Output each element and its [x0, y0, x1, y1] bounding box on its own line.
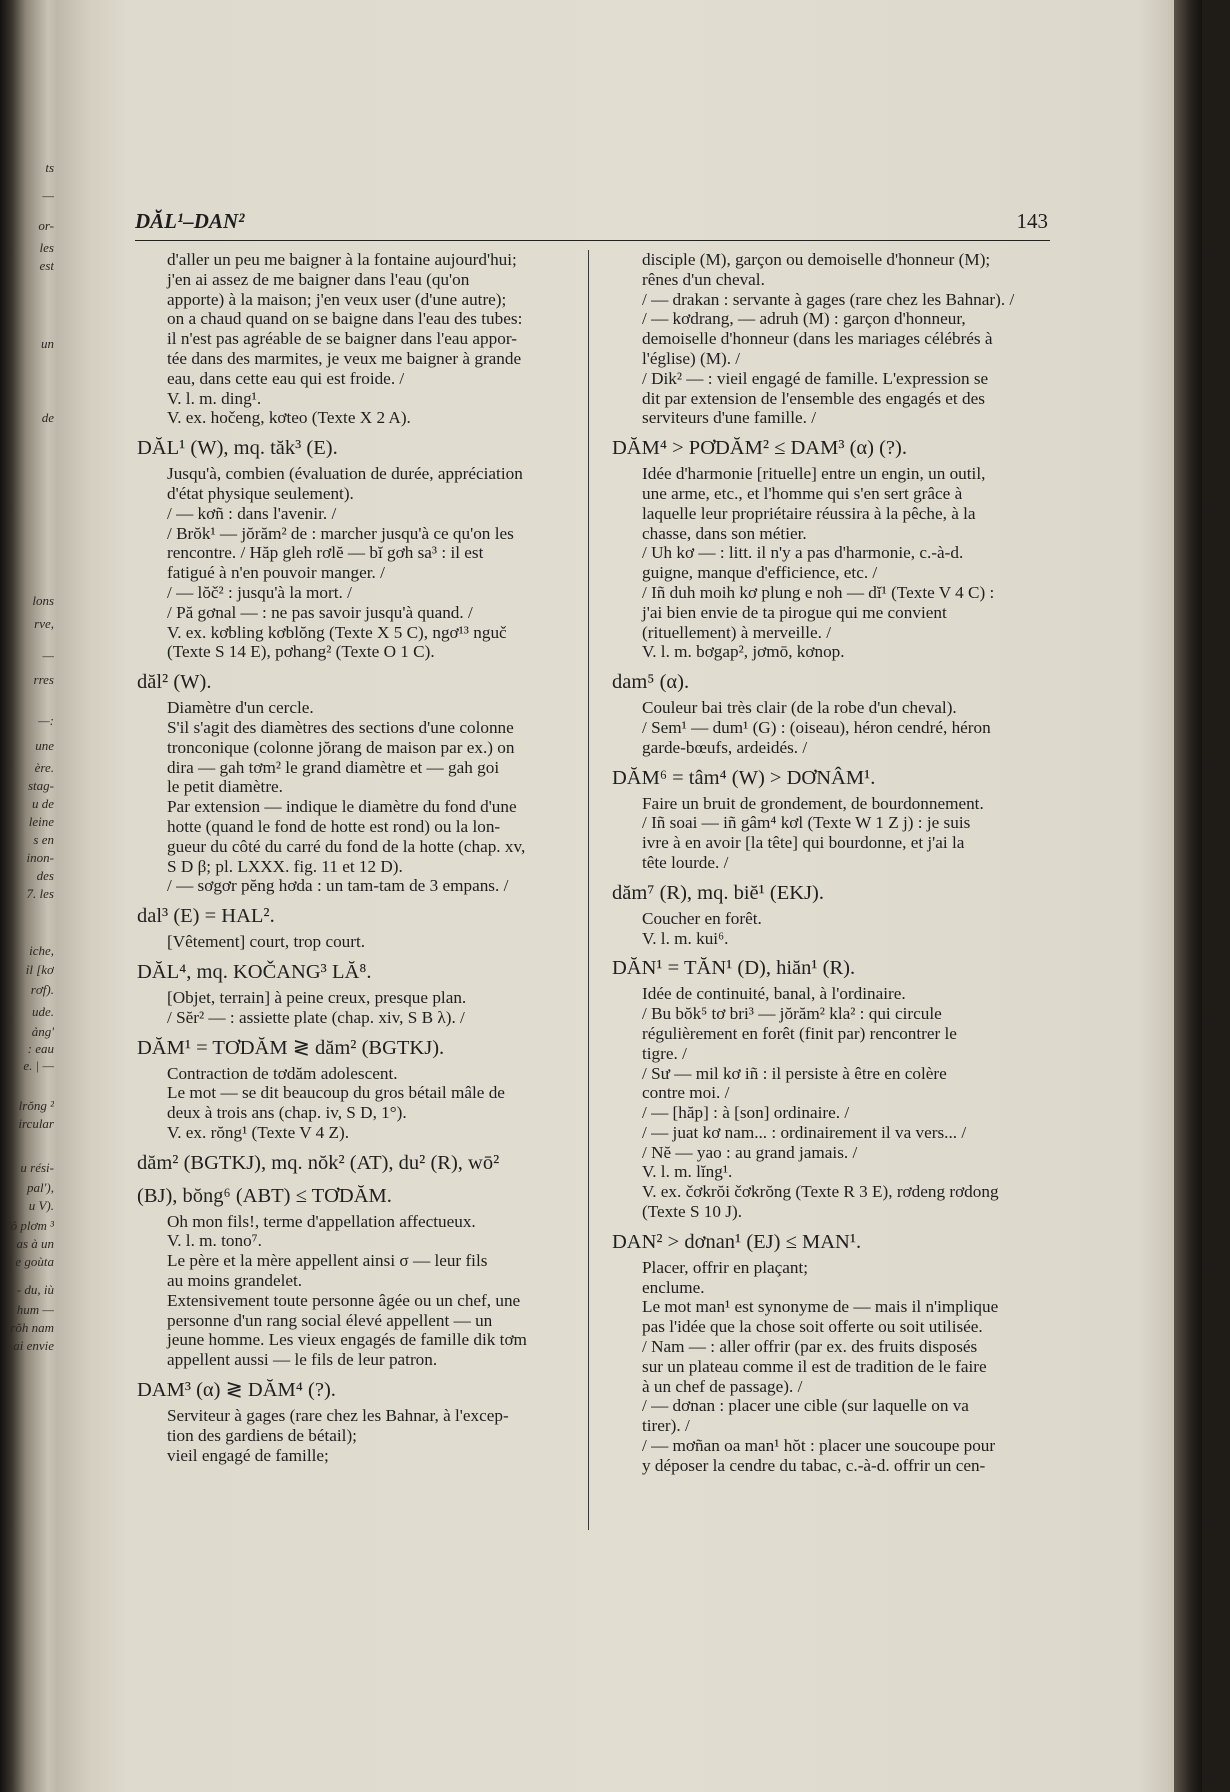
facing-page-fragment: u rési-: [20, 1160, 54, 1175]
text-line: V. l. m. ding¹.: [167, 388, 262, 408]
text-line: S'il s'agit des diamètres des sections d'une colonne: [167, 717, 514, 737]
text-line: Par extension — indique le diamètre du fond d'une: [167, 797, 517, 817]
text-line: (Texte S 14 E), pơhang² (Texte O 1 C).: [167, 642, 435, 662]
facing-page-fragment: lrŏng ²: [18, 1098, 54, 1113]
entry-headword: dal³ (E) = HAL².: [137, 905, 275, 928]
text-line: / Sĕr² — : assiette plate (chap. xiv, S B λ). /: [167, 1007, 465, 1027]
text-line: Diamètre d'un cercle.: [167, 698, 314, 718]
facing-page-fragment: ère.: [34, 760, 54, 775]
running-header: [135, 198, 1050, 241]
entry-headword: dăl² (W).: [137, 671, 212, 694]
text-line: / — sơgơr pĕng hơda : un tam-tam de 3 empans. /: [167, 876, 509, 896]
text-line: / — kơdrang, — adruh (M) : garçon d'honneur,: [642, 309, 966, 329]
text-line: contre moi. /: [642, 1083, 730, 1103]
text-line: Contraction de tơdăm adolescent.: [167, 1063, 398, 1083]
text-line: / Pă gơnal — : ne pas savoir jusqu'à quand. /: [167, 602, 473, 622]
facing-page-fragment: 'ô plơm ³: [7, 1218, 54, 1233]
text-line: (Texte S 10 J).: [642, 1202, 742, 1222]
text-line: / — lŏč² : jusqu'à la mort. /: [167, 582, 352, 602]
text-line: Le mot man¹ est synonyme de — mais il n'implique: [642, 1297, 999, 1317]
text-line: / — drakan : servante à gages (rare chez les Bahnar). /: [642, 289, 1015, 309]
text-line: ivre à en avoir [la tête] qui bourdonne, et j'ai la: [642, 833, 965, 853]
text-line: personne d'un rang social élevé appellent — un: [167, 1310, 493, 1330]
text-line: [Objet, terrain] à peine creux, presque plan.: [167, 987, 467, 1007]
text-line: l'église) (M). /: [642, 348, 741, 368]
text-line: Faire un bruit de grondement, de bourdonnement.: [642, 793, 984, 813]
text-line: vieil engagé de famille;: [167, 1445, 329, 1465]
text-line: Extensivement toute personne âgée ou un chef, une: [167, 1290, 521, 1310]
facing-page-fragment: 7. les: [26, 886, 54, 901]
facing-page-edge: [0, 0, 58, 1792]
entry-headword: dăm² (BGTKJ), mq. nŏk² (AT), du² (R), wō²: [137, 1151, 500, 1174]
text-line: deux à trois ans (chap. iv, S D, 1°).: [167, 1103, 407, 1123]
facing-page-fragment: des: [36, 868, 54, 883]
facing-page-fragment: as à un: [16, 1236, 54, 1251]
text-line: V. ex. kơbling kơblŏng (Texte X 5 C), ngơ¹³ nguč: [167, 622, 507, 642]
text-line: pas l'idée que la chose soit offerte ou soit utilisée.: [642, 1317, 983, 1337]
text-line: / Iñ duh moih kơ plung e noh — dĭ¹ (Texte V 4 C) :: [642, 582, 995, 602]
entry-headword: DAN² > dơnan¹ (EJ) ≤ MAN¹.: [612, 1230, 862, 1253]
text-line: (rituellement) à merveille. /: [642, 622, 831, 642]
text-line: j'en ai assez de me baigner dans l'eau (qu'on: [167, 269, 470, 289]
text-line: / Sem¹ — dum¹ (G) : (oiseau), héron cendré, héron: [642, 717, 991, 737]
entry-headword: dăm⁷ (R), mq. biĕ¹ (EKJ).: [612, 881, 824, 904]
text-line: Couleur bai très clair (de la robe d'un cheval).: [642, 698, 957, 718]
text-line: Idée de continuité, banal, à l'ordinaire.: [642, 984, 906, 1004]
text-line: d'état physique seulement).: [167, 483, 354, 503]
text-line: hotte (quand le fond de hotte est rond) ou la lon-: [167, 816, 501, 836]
text-line: eau, dans cette eau qui est froide. /: [167, 368, 405, 388]
text-line: à un chef de passage). /: [642, 1376, 803, 1396]
facing-page-fragment: leine: [28, 814, 54, 829]
facing-page-fragment: rres: [33, 672, 54, 687]
text-line: disciple (M), garçon ou demoiselle d'honneur (M);: [642, 250, 991, 269]
text-line: / Iñ soai — iñ gâm⁴ kơl (Texte W 1 Z j) : je suis: [642, 813, 971, 833]
facing-page-fragment: les: [39, 240, 54, 255]
text-line: Jusqu'à, combien (évaluation de durée, appréciation: [167, 464, 523, 484]
text-line: appellent aussi — le fils de leur patron.: [167, 1350, 438, 1370]
facing-page-fragment: de: [41, 410, 54, 425]
entry-headword: dam⁵ (α).: [612, 671, 690, 694]
facing-page-fragment: ỉl [kơ: [25, 962, 54, 977]
text-line: d'aller un peu me baigner à la fontaine aujourd'hui;: [167, 250, 517, 269]
text-line: j'ai bien envie de ta pirogue qui me convient: [642, 602, 947, 622]
text-line: sur un plateau comme il est de tradition de le faire: [642, 1356, 987, 1376]
text-line: tée dans des marmites, je veux me baigner à grande: [167, 348, 522, 368]
text-line: / Brŏk¹ — jŏrăm² de : marcher jusqu'à ce qu'on les: [167, 523, 514, 543]
facing-page-fragment: ircular: [18, 1116, 54, 1131]
facing-page-fragment: rve,: [34, 616, 54, 631]
facing-page-fragment: e goùta: [15, 1254, 54, 1269]
text-line: V. l. m. tono⁷.: [167, 1231, 262, 1251]
column-divider: [588, 250, 589, 1530]
facing-page-fragment: pal'),: [27, 1180, 54, 1195]
text-line: V. l. m. lĭng¹.: [642, 1162, 733, 1182]
text-line: Coucher en forêt.: [642, 908, 762, 928]
text-line: / Bu bŏk⁵ tơ bri³ — jŏrăm² kla² : qui circule: [642, 1004, 942, 1024]
facing-page-fragment: ảng': [31, 1024, 54, 1039]
facing-page-fragment: u de: [31, 796, 54, 811]
text-line: / Dik² — : vieil engagé de famille. L'expression se: [642, 368, 989, 388]
text-line: / — dơnan : placer une cible (sur laquelle on va: [642, 1396, 969, 1416]
text-line: chasse, dans son métier.: [642, 523, 807, 543]
text-line: laquelle leur propriétaire réussira à la pêche, à la: [642, 503, 976, 523]
facing-page-fragment: hum —: [16, 1302, 54, 1317]
facing-page-fragment: stag-: [28, 778, 54, 793]
text-line: / Nam — : aller offrir (par ex. des fruits disposés: [642, 1337, 978, 1357]
text-line: V. ex. čơkrŏi čơkrŏng (Texte R 3 E), rơdeng rơdong: [642, 1182, 999, 1202]
text-line: rencontre. / Hăp gleh rơlĕ — bĭ gơh sa³ : il est: [167, 543, 484, 563]
text-line: / Uh kơ — : litt. il n'y a pas d'harmonie, c.-à-d.: [642, 543, 964, 563]
text-line: enclume.: [642, 1277, 705, 1297]
text-line: demoiselle d'honneur (dans les mariages célébrés à: [642, 329, 993, 349]
text-line: y déposer la cendre du tabac, c.-à-d. offrir un cen-: [642, 1455, 986, 1475]
text-line: dit par extension de l'ensemble des engagés et des: [642, 388, 985, 408]
entry-headword: DĂL⁴, mq. KOČANG³ LĂ⁸.: [137, 960, 372, 983]
facing-page-fragment: e. | —: [23, 1058, 54, 1073]
entry-headword: DĂM¹ = TƠDĂM ≷ dăm² (BGTKJ).: [137, 1036, 445, 1059]
text-line: au moins grandelet.: [167, 1271, 303, 1291]
text-line: V. l. m. kui⁶.: [642, 928, 729, 948]
text-line: Idée d'harmonie [rituelle] entre un engin, un outil,: [642, 464, 986, 484]
right-column: [612, 250, 1052, 1476]
facing-page-fragment: lons: [32, 593, 54, 608]
page-number: 143: [1016, 209, 1048, 233]
text-line: / — kơñ : dans l'avenir. /: [167, 503, 337, 523]
entry-headword: DĂN¹ = TĂN¹ (D), hiăn¹ (R).: [612, 957, 856, 980]
text-line: V. l. m. bơgap², jơmō, kơnop.: [642, 642, 845, 662]
text-line: Le mot — se dit beaucoup du gros bétail mâle de: [167, 1083, 505, 1103]
entry-headword: DĂM⁶ = tâm⁴ (W) > DƠNÂM¹.: [612, 766, 876, 789]
facing-page-fragment: iche,: [29, 943, 54, 958]
text-line: tronconique (colonne jŏrang de maison par ex.) on: [167, 737, 515, 757]
page-edge-shadow: [1174, 0, 1202, 1792]
text-line: serviteurs d'une famille. /: [642, 408, 816, 428]
text-line: apporte) à la maison; j'en veux user (d'une autre);: [167, 289, 507, 309]
text-line: Placer, offrir en plaçant;: [642, 1257, 809, 1277]
text-line: il n'est pas agréable de se baigner dans l'eau appor-: [167, 329, 517, 349]
entry-headword: (BJ), bŏng⁶ (ABT) ≤ TƠDĂM.: [137, 1184, 392, 1207]
facing-page-fragment: s en: [33, 832, 54, 847]
facing-page-fragment: or-: [38, 218, 54, 233]
text-line: [Vêtement] court, trop court.: [167, 932, 366, 952]
text-line: / — mơñan oa man¹ hŏt : placer une soucoupe pour: [642, 1436, 996, 1456]
facing-page-fragment: une: [35, 738, 54, 753]
text-line: S D β; pl. LXXX. fig. 11 et 12 D).: [167, 856, 403, 876]
text-line: rênes d'un cheval.: [642, 269, 765, 289]
text-line: régulièrement en forêt (finit par) rencontrer le: [642, 1023, 957, 1043]
text-line: dira — gah tơm² le grand diamètre et — gah goi: [167, 757, 500, 777]
text-line: / — [hăp] : à [son] ordinaire. /: [642, 1103, 850, 1123]
text-line: jeune homme. Les vieux engagés de famille dik tơm: [167, 1330, 527, 1350]
facing-page-fragment: inon-: [26, 850, 54, 865]
text-line: tion des gardiens de bétail);: [167, 1425, 357, 1445]
facing-page-fragment: —: [42, 648, 54, 663]
text-line: Serviteur à gages (rare chez les Bahnar, à l'excep-: [167, 1406, 509, 1426]
facing-page-fragment: - du, iù: [16, 1282, 54, 1297]
text-line: garde-bœufs, ardeidés. /: [642, 737, 808, 757]
text-line: tête lourde. /: [642, 852, 729, 872]
facing-page-fragment: ude.: [31, 1004, 54, 1019]
text-line: / Nĕ — yao : au grand jamais. /: [642, 1142, 858, 1162]
facing-page-fragment: est: [39, 258, 54, 273]
header-title: DĂL¹–DAN²: [135, 209, 245, 233]
text-line: / Sư — mil kơ iñ : il persiste à être en colère: [642, 1063, 947, 1083]
text-line: guigne, manque d'efficience, etc. /: [642, 563, 878, 583]
text-line: une arme, etc., et l'homme qui s'en sert grâce à: [642, 483, 963, 503]
facing-page-fragment: ts: [45, 160, 54, 175]
facing-page-fragment: un: [41, 336, 54, 351]
entry-headword: DAM³ (α) ≷ DĂM⁴ (?).: [137, 1379, 336, 1402]
text-line: on a chaud quand on se baigne dans l'eau des tubes:: [167, 309, 523, 329]
text-line: V. ex. rŏng¹ (Texte V 4 Z).: [167, 1122, 350, 1142]
text-line: tirer). /: [642, 1416, 690, 1436]
facing-page-fragment: rŏh nam: [10, 1320, 54, 1335]
text-line: gueur du côté du carré du fond de la hotte (chap. xv,: [167, 836, 526, 856]
text-line: le petit diamètre.: [167, 777, 283, 797]
text-line: Le père et la mère appellent ainsi σ — leur fils: [167, 1251, 488, 1271]
facing-page-fragment: u V).: [28, 1198, 54, 1213]
facing-page-fragment: —:: [38, 713, 54, 728]
text-line: fatigué à n'en pouvoir manger. /: [167, 563, 385, 583]
facing-page-fragment: : eau: [27, 1041, 54, 1056]
entry-headword: DĂM⁴ > PƠDĂM² ≤ DAM³ (α) (?).: [612, 437, 907, 460]
text-line: V. ex. hočeng, kơteo (Texte X 2 A).: [167, 408, 411, 428]
facing-page-fragment: rơf).: [30, 982, 54, 997]
text-line: / — juat kơ nam... : ordinairement il va vers... /: [642, 1122, 967, 1142]
text-line: tigre. /: [642, 1043, 687, 1063]
entry-headword: DĂL¹ (W), mq. tăk³ (E).: [137, 437, 338, 460]
left-column: [137, 250, 577, 1465]
text-line: Oh mon fils!, terme d'appellation affectueux.: [167, 1211, 476, 1231]
facing-page-fragment: —: [42, 188, 54, 203]
facing-page-fragment: ai envie: [13, 1338, 54, 1353]
